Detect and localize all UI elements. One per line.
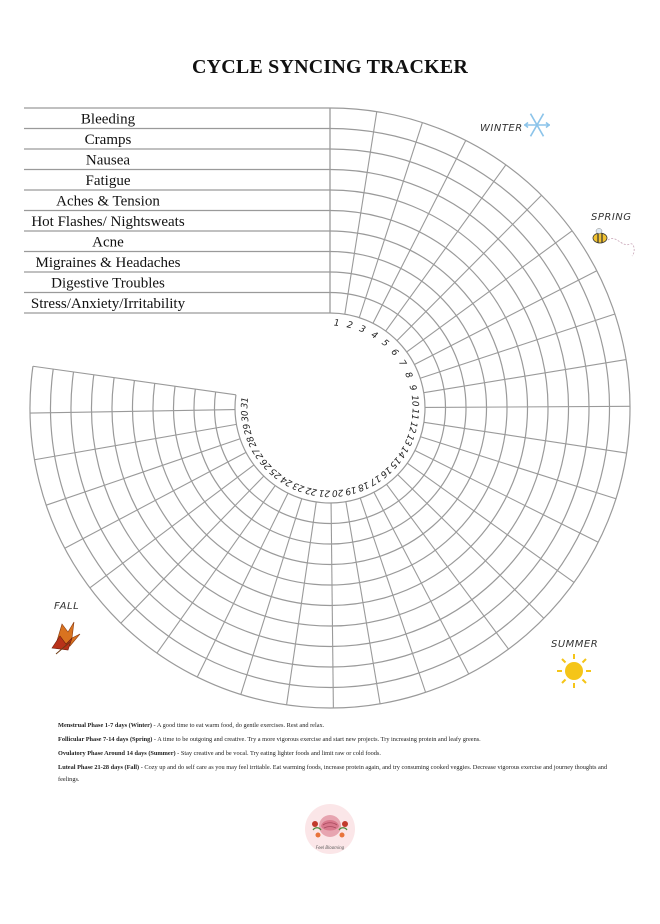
day-number: 31 <box>240 396 252 409</box>
phase-note-title: Menstrual Phase 1-7 days (Winter) <box>58 722 152 729</box>
symptom-label: Stress/Anxiety/Irritability <box>30 295 186 312</box>
day-number: 10 <box>408 394 420 408</box>
day-number: 15 <box>387 454 403 470</box>
day-number: 30 <box>240 409 252 423</box>
day-spoke <box>374 492 469 674</box>
day-number: 12 <box>406 420 419 434</box>
day-number: 18 <box>355 478 371 493</box>
season-summer-label: SUMMER <box>551 639 599 650</box>
autumn-leaves-icon <box>52 622 80 654</box>
day-numbers <box>240 319 419 498</box>
tracker-ring <box>235 313 425 503</box>
day-number: 13 <box>401 432 416 447</box>
day-spoke <box>387 484 509 649</box>
phase-note <box>58 762 618 786</box>
day-number: 17 <box>367 472 383 487</box>
day-spoke <box>34 424 236 459</box>
day-spoke <box>407 231 572 352</box>
day-number: 27 <box>251 445 266 461</box>
brand-logo <box>303 802 357 856</box>
symptom-label: Hot Flashes/ Nightsweats <box>31 213 185 230</box>
phase-note-text: - A good time to eat warm food, do gentle exercises. Rest and relax. <box>151 722 325 729</box>
page-title: CYCLE SYNCING TRACKER <box>191 56 469 78</box>
day-spoke <box>345 112 377 314</box>
symptom-rows <box>24 108 330 313</box>
logo-caption: Feel Blooming <box>315 845 345 850</box>
day-number: 29 <box>241 422 255 436</box>
day-spoke <box>424 422 627 453</box>
day-number: 16 <box>377 464 394 480</box>
sun-icon <box>557 654 591 688</box>
symptom-label: Aches & Tension <box>56 193 160 210</box>
day-number: 7 <box>396 358 408 369</box>
phase-note-title: Ovulatory Phase Around 14 days (Summer) <box>58 749 176 757</box>
day-number: 1 <box>333 318 340 329</box>
day-number: 5 <box>379 337 391 350</box>
day-spoke <box>46 439 240 505</box>
day-number: 21 <box>318 486 331 498</box>
day-number: 24 <box>279 473 295 488</box>
day-number: 23 <box>291 479 306 494</box>
day-spoke <box>33 366 236 395</box>
phase-note <box>58 748 618 760</box>
day-number: 19 <box>343 483 358 497</box>
day-number: 3 <box>357 324 367 336</box>
phase-note-title: Follicular Phase 7-14 days (Spring) <box>58 735 153 743</box>
day-number: 22 <box>304 484 318 497</box>
day-number: 14 <box>395 444 410 460</box>
day-spoke <box>346 502 380 704</box>
day-spoke <box>121 476 264 623</box>
season-winter-label: WINTER <box>480 123 523 134</box>
symptom-label: Acne <box>92 234 124 251</box>
symptom-label: Fatigue <box>85 172 131 189</box>
day-number: 9 <box>406 383 418 392</box>
day-number: 4 <box>368 330 380 342</box>
day-number: 28 <box>245 434 260 449</box>
day-spoke <box>65 452 246 548</box>
phase-note <box>58 720 618 732</box>
day-spoke <box>424 360 626 393</box>
symptom-label: Digestive Troubles <box>51 275 165 292</box>
symptom-label: Bleeding <box>80 111 136 128</box>
season-spring-label: SPRING <box>591 212 632 223</box>
season-fall-label: FALL <box>54 601 80 612</box>
symptom-label: Nausea <box>85 152 131 169</box>
bee-icon <box>593 229 634 257</box>
day-spoke <box>90 465 254 588</box>
phase-notes <box>58 720 618 788</box>
day-number: 11 <box>408 408 420 421</box>
day-number: 2 <box>345 320 354 332</box>
snowflake-icon <box>524 114 550 137</box>
phase-note-text: - A time to be outgoing and creative. Try a more vigorous exercise and start new projects. Try increasing protein and leafy greens. <box>152 735 481 743</box>
day-number: 26 <box>259 456 275 472</box>
day-number: 25 <box>268 465 284 481</box>
day-spoke <box>425 406 630 407</box>
phase-note-text: - Stay creative and be vocal. Try eating lighter foods and limit raw or cold foods. <box>175 749 381 757</box>
day-number: 6 <box>388 347 400 359</box>
day-number: 8 <box>402 370 414 380</box>
day-spoke <box>386 165 506 331</box>
day-spoke <box>360 498 425 692</box>
day-spoke <box>398 475 544 619</box>
phase-note-text: - Cozy up and do self care as you may feel irritable. Eat warming foods, increase protein again, and try consuming cooked veggies. Decrease vigorous exercise and journey thoughts and feelings. <box>58 763 608 783</box>
phase-note <box>58 734 618 746</box>
day-spoke <box>397 195 542 340</box>
symptom-label: Migraines & Headaches <box>35 254 181 271</box>
phase-note-title: Luteal Phase 21-28 days (Fall) <box>58 763 140 771</box>
day-number: 20 <box>331 486 344 498</box>
symptom-label: Cramps <box>84 131 132 148</box>
